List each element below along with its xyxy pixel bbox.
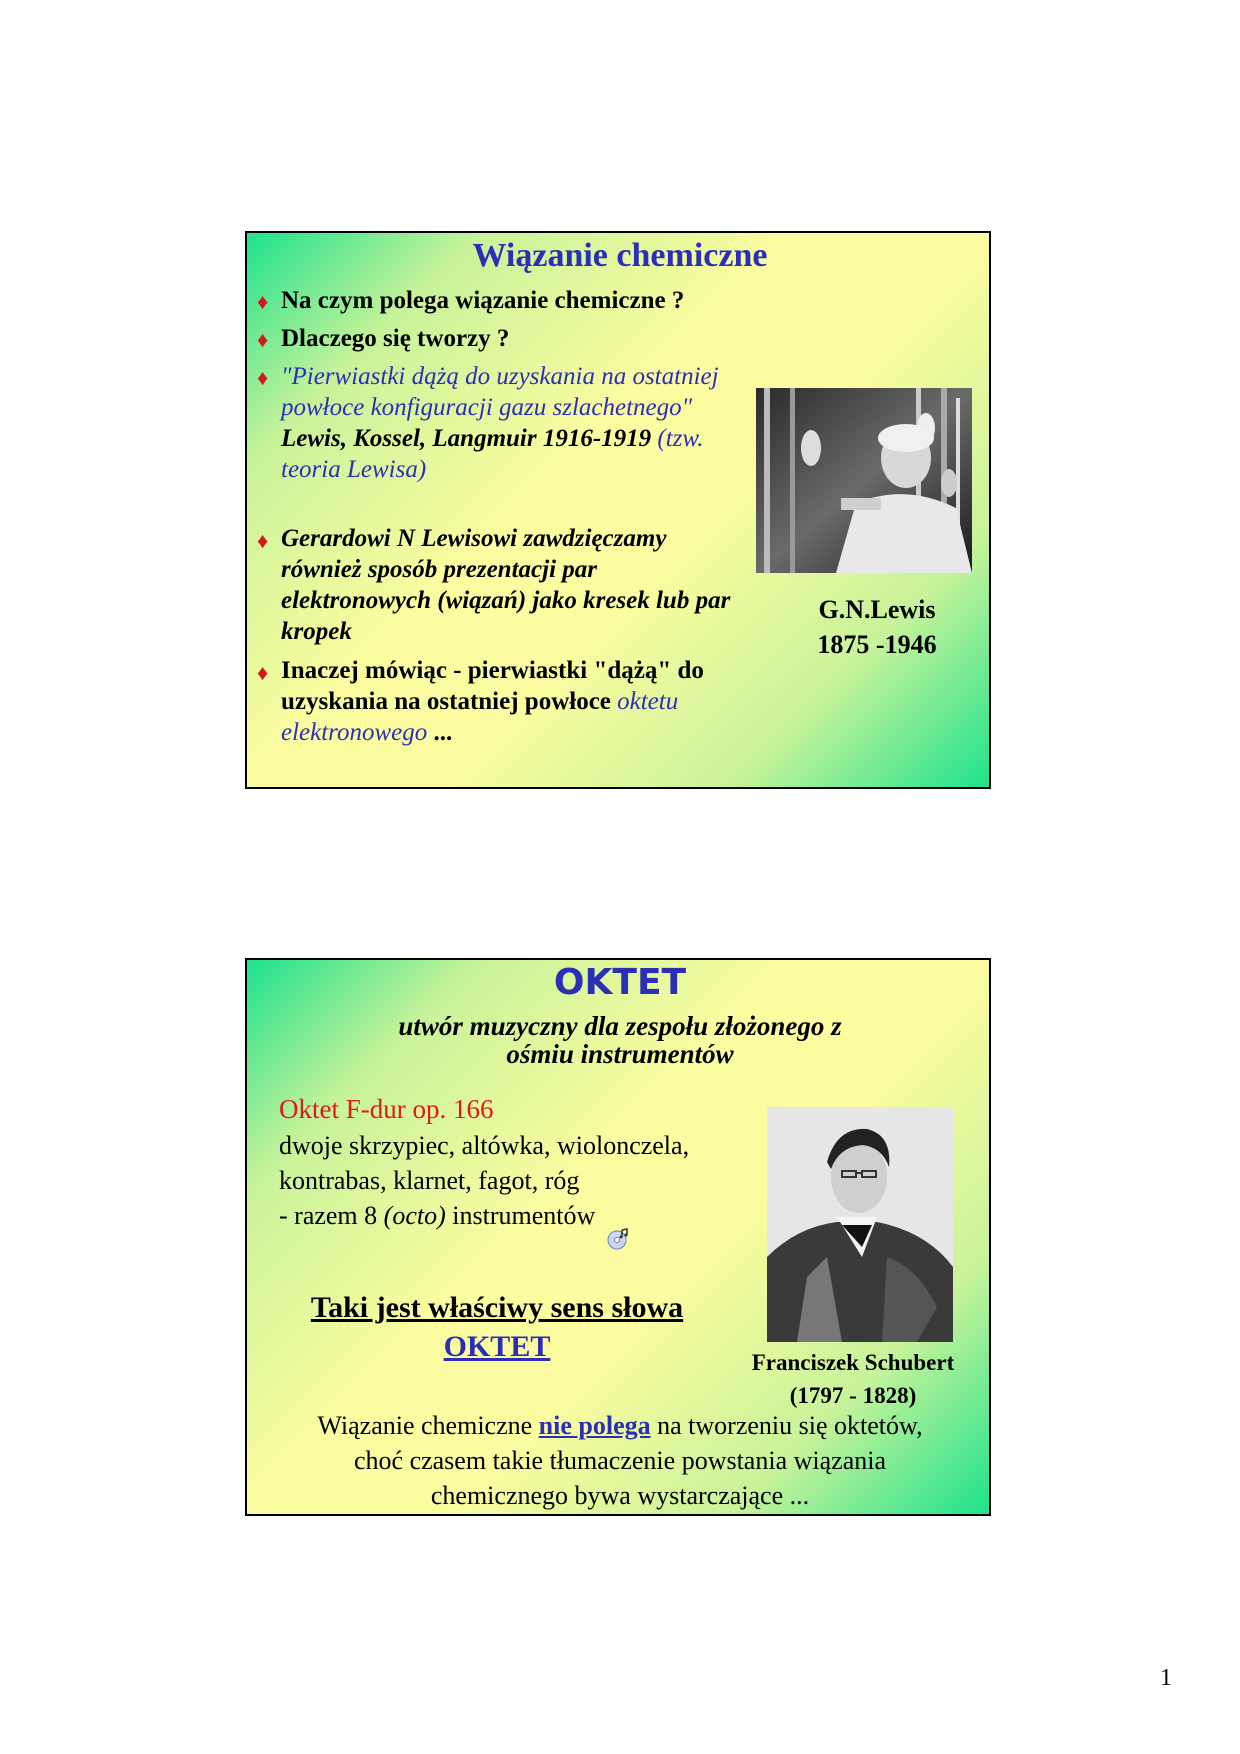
slide-title: OKTET [553,962,687,1003]
lewis-name: G.N.Lewis [818,595,936,624]
oktet-link[interactable]: OKTET [443,1330,551,1363]
bullet-diamond-icon: ♦ [257,289,269,314]
bullet-diamond-icon: ♦ [257,327,269,352]
schubert-years: (1797 - 1828) [789,1383,917,1408]
lewis-caption [782,592,972,662]
octet-tail: ... [427,719,453,746]
subtitle-line: utwór muzyczny dla zespołu złożonego z [398,1011,842,1041]
bullet-text-lewis-notation: Gerardowi N Lewisowi zawdzięczamy również sposób prezentacji par elektronowych (wiązań) jako kresek lub par kropek [281,525,731,645]
nie-polega-link[interactable]: nie polega [538,1411,651,1440]
octet-piece-name: Oktet F-dur op. 166 [279,1094,494,1124]
lewis-authors: Lewis, Kossel, Langmuir 1916-1919 [281,425,658,452]
lewis-photo [756,388,972,573]
instruments-line [279,1198,719,1233]
octo-word: (octo) [383,1201,446,1230]
bullet-diamond-icon: ♦ [257,528,269,553]
subtitle-line: ośmiu instrumentów [506,1039,734,1069]
octet-sentence: Inaczej mówiąc - pierwiastki "dążą" do uzyskania na ostatniej powłoce [281,657,704,715]
audio-cd-icon[interactable] [607,1228,629,1250]
lewis-quote: "Pierwiastki dążą do uzyskania na ostatniej powłoce konfiguracji gazu szlachetnego" [281,363,719,421]
slide-octet [245,958,991,1516]
slide-chemical-bond [245,231,991,789]
bullet-diamond-icon: ♦ [257,365,269,390]
slide-subtitle [307,1012,933,1068]
bullet-text-question-1: Na czym polega wiązanie chemiczne ? [281,287,685,314]
octet-sense [277,1288,717,1366]
instruments-line: kontrabas, klarnet, fagot, róg [279,1166,580,1195]
bullet-text-octet [281,655,741,748]
slide-title: Wiązanie chemiczne [472,237,768,274]
conclusion-line [263,1408,977,1443]
instruments-count: - razem 8 [279,1201,384,1230]
instruments-list [279,1128,719,1233]
instruments-line: dwoje skrzypiec, altówka, wiolonczela, [279,1131,690,1160]
conclusion-text [263,1408,977,1513]
bullet-text-question-2: Dlaczego się tworzy ? [281,325,510,352]
octet-highlight: oktetu elektronowego [281,688,679,746]
schubert-name: Franciszek Schubert [751,1350,955,1375]
instruments-word: instrumentów [445,1201,596,1230]
conclusion-start: Wiązanie chemiczne [317,1411,539,1440]
bullet-text-lewis-theory [281,361,721,485]
schubert-caption [737,1346,969,1412]
bullet-diamond-icon: ♦ [257,660,269,685]
conclusion-line: chemicznego bywa wystarczające ... [430,1481,810,1510]
lewis-theory-note: (tzw. teoria Lewisa) [281,425,704,483]
conclusion-rest: na tworzeniu się oktetów, [650,1411,923,1440]
sense-line: Taki jest właściwy sens słowa [310,1291,684,1324]
page-number: 1 [1160,1665,1172,1691]
lewis-years: 1875 -1946 [817,630,937,659]
schubert-portrait [767,1107,953,1342]
conclusion-line: choć czasem takie tłumaczenie powstania wiązania [353,1446,886,1475]
